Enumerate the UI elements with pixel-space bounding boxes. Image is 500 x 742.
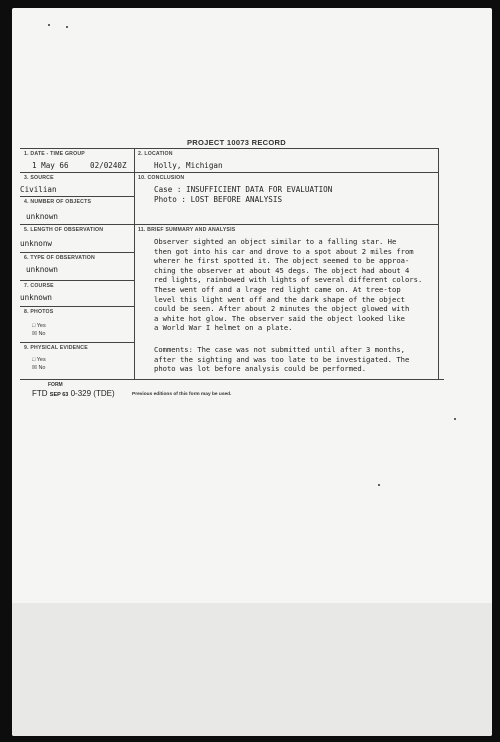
photos-label: 8. PHOTOS [24,309,54,315]
physical-evidence-yes-checkbox: □ Yes [32,357,46,363]
summary-label: 11. BRIEF SUMMARY AND ANALYSIS [138,227,236,233]
type-of-observation-label: 6. TYPE OF OBSERVATION [24,255,95,261]
summary-line: a white hot glow. The observer said the object looked like [154,313,405,323]
type-of-observation-value: unknown [26,265,59,274]
footer-suffix: (TDE) [93,389,115,398]
number-of-objects-label: 4. NUMBER OF OBJECTS [24,199,92,205]
footer-org: FTD [32,389,48,398]
row-divider [20,306,134,307]
conclusion-case: Case : INSUFFICIENT DATA FOR EVALUATION [154,185,333,194]
footer-note: Previous editions of this form may be used. [132,392,232,397]
row-divider [20,172,438,173]
conclusion-label: 10. CONCLUSION [138,175,185,181]
summary-line: These went off and a lrage red light came on. At tree-top [154,285,401,294]
row-divider [20,224,438,225]
comments-line: photo was lot before analysis could be performed. [154,364,367,374]
page-shadow-band [12,603,492,736]
document-page [12,8,492,736]
time-value: 02/0240Z [90,161,127,170]
summary-line: a World War I helmet on a plate. [154,323,293,333]
photos-no-checkbox: ☒ No [32,331,46,337]
dust-speck [378,484,380,486]
number-of-objects-value: unknown [26,212,59,221]
footer-form-word: FORM [48,382,63,388]
summary-line: Observer sighted an object similar to a falling star. He [154,237,397,246]
comments-line: Comments: The case was not submitted until after 3 months, [154,345,405,354]
location-value: Holly, Michigan [154,161,223,170]
row-divider [20,342,134,343]
source-value: Civilian [20,185,57,194]
length-of-observation-label: 5. LENGTH OF OBSERVATION [24,227,104,233]
summary-line: ching the observer at about 45 degs. The object had about 4 [154,265,410,275]
summary-line: level this light went off and the dark shape of the object [154,294,405,304]
row-divider [20,280,134,281]
summary-line: then got into his car and drove to a spot about 2 miles from [154,246,414,256]
physical-evidence-label: 9. PHYSICAL EVIDENCE [24,345,88,351]
form-top-border [20,148,438,149]
footer-form-number: 0-329 [70,389,92,398]
length-of-observation-value: unknonw [20,239,53,248]
course-value: unknown [20,293,53,302]
dust-speck [66,26,68,28]
comments-line: after the sighting and was too late to be investigated. The [154,354,410,364]
course-label: 7. COURSE [24,283,54,289]
summary-line: could be seen. After about 2 minutes the object glowed with [154,304,410,314]
source-label: 3. SOURCE [24,175,54,181]
form-title: PROJECT 10073 RECORD [187,138,286,147]
summary-line: red lights, rainbowed with lights of several different colors. [154,275,423,285]
location-label: 2. LOCATION [138,151,173,157]
form-right-border [438,148,439,379]
row-divider [20,196,134,197]
footer-form-id [32,389,115,398]
physical-evidence-no-checkbox: ☒ No [32,365,46,371]
column-divider [134,148,135,379]
summary-line: wherer he first spotted it. The object seemed to be approa- [154,256,410,266]
row-divider [20,252,134,253]
dust-speck [48,24,50,26]
photos-yes-checkbox: □ Yes [32,323,46,329]
form-bottom-border [20,379,444,380]
dust-speck [454,418,456,420]
date-value: 1 May 66 [32,161,69,170]
footer-date-code: SEP 63 [49,392,69,398]
conclusion-photo: Photo : LOST BEFORE ANALYSIS [154,195,283,204]
date-time-label: 1. DATE - TIME GROUP [24,151,85,157]
